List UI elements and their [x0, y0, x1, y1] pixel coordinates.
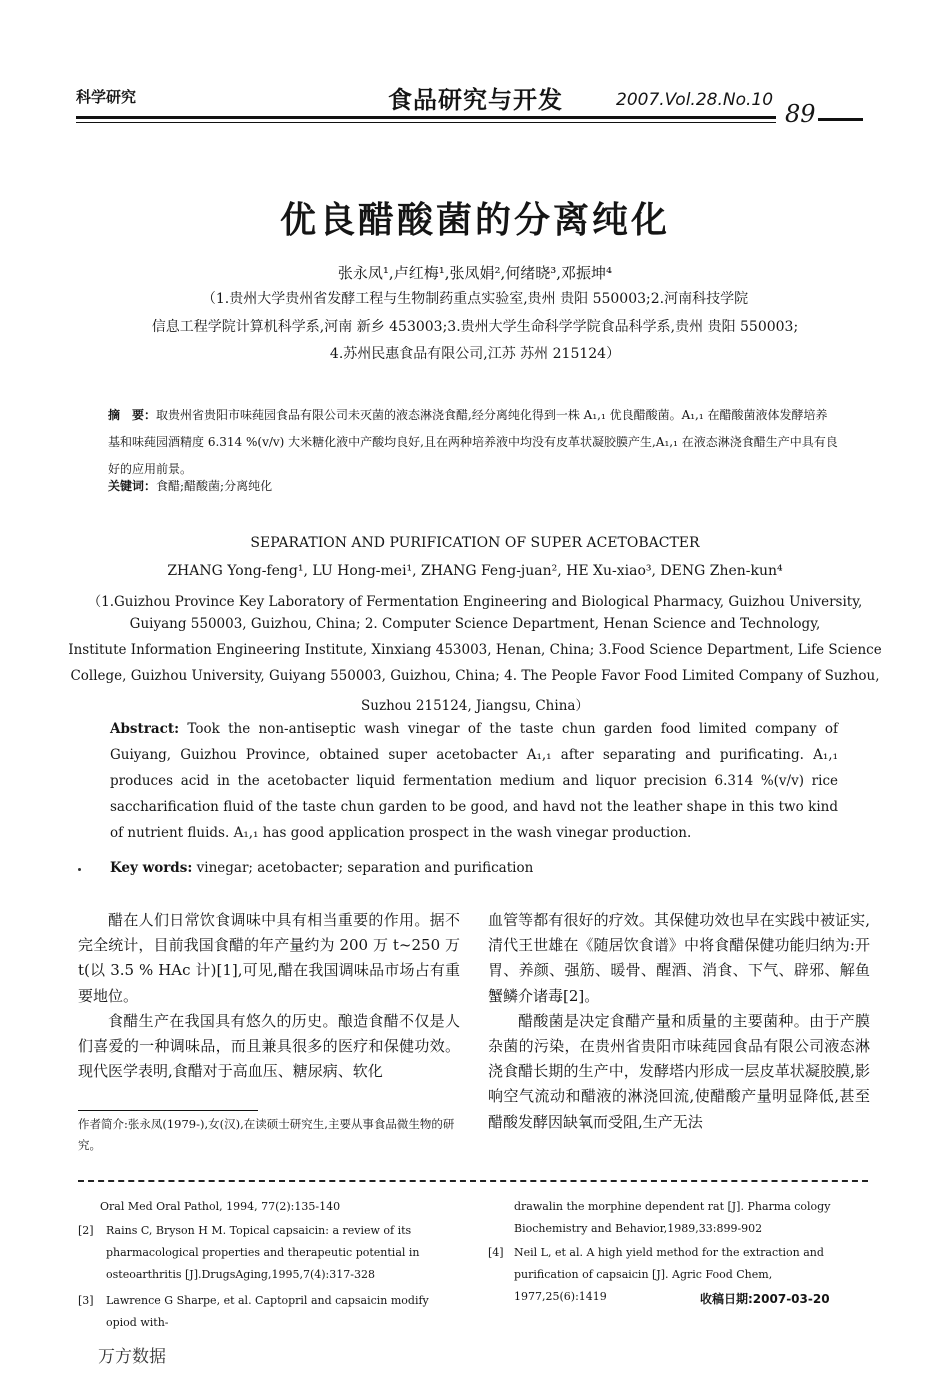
- keywords-cn-text: 食醋;醋酸菌;分离纯化: [156, 479, 273, 493]
- abstract-cn: [108, 402, 838, 483]
- reference-item: [100, 1196, 460, 1218]
- source-watermark: 万方数据: [98, 1347, 166, 1367]
- reference-text: Lawrence G Sharpe, et al. Captopril and capsaicin modify opiod with-: [106, 1294, 429, 1329]
- keywords-en: [110, 860, 533, 876]
- affiliation-en-line: （1.Guizhou Province Key Laboratory of Fermentation Engineering and Biological Pharmacy, Guizhou University,: [87, 594, 863, 610]
- abstract-cn-label: 摘 要：: [108, 408, 157, 422]
- body-paragraph: 血管等都有很好的疗效。其保健功效也早在实践中被证实,清代王世雄在《随居饮食谱》中将食醋保健功能归纳为:开胃、养颜、强筋、暖骨、醒酒、消食、下气、辟邪、解鱼蟹鳞介诸毒[2]。: [488, 911, 870, 1005]
- body-paragraph: 食醋生产在我国具有悠久的历史。酿造食醋不仅是人们喜爱的一种调味品，而且兼具很多的医疗和保健功效。现代医学表明,食醋对于高血压、糖尿病、软化: [78, 1011, 460, 1081]
- page-number-rule: [818, 118, 863, 121]
- affiliation-en-line: Guiyang 550003, Guizhou, China; 2. Computer Science Department, Henan Science and Technology,: [129, 616, 821, 632]
- journal-name: 食品研究与开发: [388, 86, 563, 114]
- reference-text: drawalin the morphine dependent rat [J]. Pharma cology Biochemistry and Behavior,1989,33:899-902: [514, 1200, 831, 1235]
- body-column-right: [488, 908, 870, 1135]
- keywords-en-text: vinegar; acetobacter; separation and purification: [196, 860, 534, 876]
- affiliation-cn-line: （1.贵州大学贵州省发酵工程与生物制药重点实验室,贵州 贵阳 550003;2.河南科技学院: [201, 291, 749, 307]
- affiliation-cn-line: 4.苏州民惠食品有限公司,江苏 苏州 215124）: [329, 346, 621, 362]
- scan-speck: [78, 868, 81, 871]
- english-title: SEPARATION AND PURIFICATION OF SUPER ACETOBACTER: [250, 535, 700, 551]
- abstract-cn-text: 取贵州省贵阳市味莼园食品有限公司未灭菌的液态淋浇食醋,经分离纯化得到一株 A₁,₁ 优良醋酸菌。A₁,₁ 在醋酸菌液体发酵培养基和味莼园酒精度 6.314 %(v/v) 大米糖化液中产酸均良好,且在两种培养液中均没有皮革状凝胶膜产生,A₁,₁ 在液态淋浇食醋生产中具有良好的应用前景。: [108, 408, 838, 476]
- reference-item: [78, 1290, 460, 1334]
- keywords-en-label: Key words:: [110, 860, 193, 876]
- received-date: 收稿日期:2007-03-20: [700, 1292, 830, 1306]
- keywords-cn-label: 关键词：: [108, 479, 157, 493]
- reference-text: Rains C, Bryson H M. Topical capsaicin: a review of its pharmacological properties and therapeutic potential in osteoarthritis [J].DrugsAging,1995,7(4):317-328: [106, 1224, 420, 1281]
- reference-text: Neil L, et al. A high yield method for the extraction and purification of capsaicin [J]. Agric Food Chem, 1977,25(6):1419: [514, 1246, 824, 1303]
- affiliation-en-line: College, Guizhou University, Guiyang 550003, Guizhou, China; 4. The People Favor Food Limited Company of Suzhou,: [70, 668, 880, 684]
- body-paragraph: 醋在人们日常饮食调味中具有相当重要的作用。据不完全统计，目前我国食醋的年产量约为 200 万 t~250 万 t(以 3.5 % HAc 计)[1],可见,醋在我国调味品市场占有重要地位。: [78, 911, 460, 1005]
- abstract-en-text: Took the non-antiseptic wash vinegar of the taste chun garden food limited company of Guiyang, Guizhou Province, obtained super acetobacter A₁,₁ after separating and purificating. A₁,₁ produces acid in the acetobacter liquid fermentation medium and liquor precision 6.314 %(v/v) rice saccharification fluid of the taste chun garden to be good, and havd not the leather shape in this two kind of nutrient fluids. A₁,₁ has good application prospect in the wash vinegar production.: [110, 721, 838, 841]
- affiliation-en-line: Suzhou 215124, Jiangsu, China）: [361, 698, 589, 714]
- authors-cn: 张永凤¹,卢红梅¹,张凤娟²,何绪晓³,邓振坤⁴: [337, 264, 613, 282]
- footnote-rule: [78, 1110, 258, 1111]
- reference-item: [78, 1220, 460, 1286]
- section-separator: [78, 1180, 868, 1182]
- english-authors: ZHANG Yong-feng¹, LU Hong-mei¹, ZHANG Feng-juan², HE Xu-xiao³, DENG Zhen-kun⁴: [167, 563, 783, 579]
- reference-item: [488, 1196, 866, 1240]
- section-label: 科学研究: [76, 88, 137, 106]
- page-number: 89: [785, 100, 816, 128]
- body-column-left: [78, 908, 460, 1084]
- reference-number: [4]: [488, 1246, 504, 1259]
- issue-info: 2007.Vol.28.No.10: [616, 90, 774, 110]
- abstract-en: [110, 716, 838, 846]
- reference-number: [2]: [78, 1224, 94, 1237]
- affiliation-en-line: Institute Information Engineering Institute, Xinxiang 453003, Henan, China; 3.Food Science Department, Life Science: [68, 642, 882, 658]
- header-rule-thin: [76, 122, 776, 123]
- reference-number: [3]: [78, 1294, 94, 1307]
- body-paragraph: 醋酸菌是决定食醋产量和质量的主要菌种。由于产膜杂菌的污染，在贵州省贵阳市味莼园食品有限公司液态淋浇食醋长期的生产中，发酵塔内形成一层皮革状凝胶膜,影响空气流动和醋液的淋浇回流,使醋酸产量明显降低,甚至醋酸发酵因缺氧而受阻,生产无法: [488, 1011, 870, 1131]
- article-title: 优良醋酸菌的分离纯化: [279, 199, 670, 241]
- reference-text: Oral Med Oral Pathol, 1994, 77(2):135-140: [100, 1200, 341, 1213]
- affiliation-cn-line: 信息工程学院计算机科学系,河南 新乡 453003;3.贵州大学生命科学学院食品科学系,贵州 贵阳 550003;: [151, 319, 799, 335]
- author-footnote: 作者简介:张永凤(1979-),女(汉),在读硕士研究生,主要从事食品微生物的研究。: [78, 1117, 455, 1152]
- keywords-cn: [108, 477, 272, 494]
- abstract-en-label: Abstract:: [110, 721, 180, 737]
- header-rule-thick: [76, 116, 776, 119]
